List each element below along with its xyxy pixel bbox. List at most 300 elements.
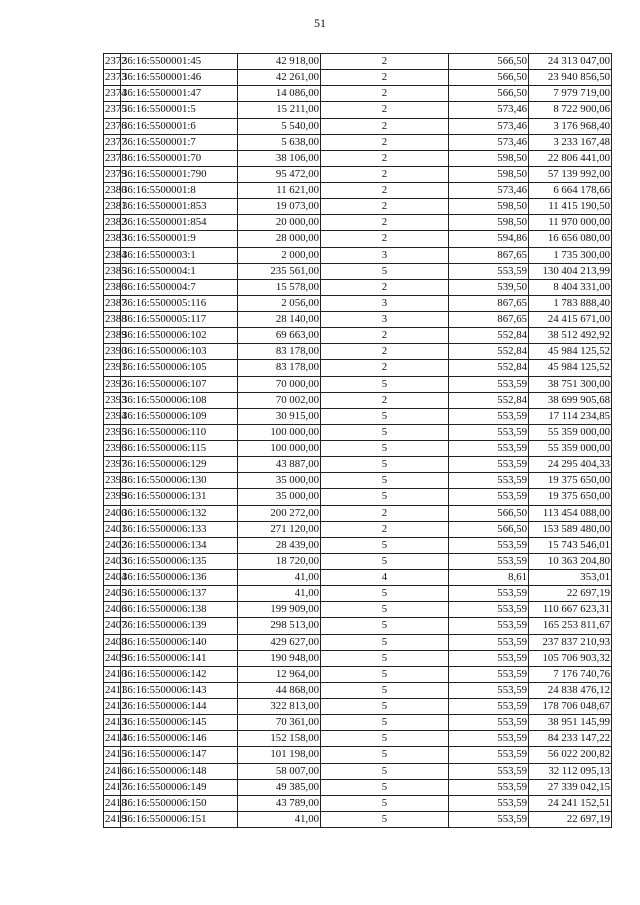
table-row	[104, 779, 612, 795]
cadastral-value-cell: 24 838 476,12	[529, 682, 612, 698]
area-cell: 2 056,00	[238, 295, 321, 311]
group-cell: 3	[321, 247, 449, 263]
area-cell: 43 887,00	[238, 457, 321, 473]
cadastral-value-cell: 165 253 811,67	[529, 618, 612, 634]
group-cell: 3	[321, 295, 449, 311]
row-number-cell: 2378	[104, 150, 121, 166]
group-cell: 4	[321, 570, 449, 586]
table-row	[104, 150, 612, 166]
area-cell: 35 000,00	[238, 489, 321, 505]
cadastral-number-cell: 36:16:5500006:110	[121, 424, 238, 440]
table-row	[104, 102, 612, 118]
cadastral-value-cell: 38 512 492,92	[529, 328, 612, 344]
group-cell: 5	[321, 473, 449, 489]
cadastral-value-cell: 38 751 300,00	[529, 376, 612, 392]
table-row	[104, 602, 612, 618]
table-row	[104, 183, 612, 199]
specific-value-cell: 8,61	[449, 570, 529, 586]
table-row	[104, 118, 612, 134]
table-row	[104, 166, 612, 182]
cadastral-value-cell: 7 979 719,00	[529, 86, 612, 102]
specific-value-cell: 553,59	[449, 424, 529, 440]
cadastral-value-cell: 153 589 480,00	[529, 521, 612, 537]
cadastral-value-cell: 237 837 210,93	[529, 634, 612, 650]
table-row	[104, 682, 612, 698]
area-cell: 199 909,00	[238, 602, 321, 618]
cadastral-number-cell: 36:16:5500006:130	[121, 473, 238, 489]
area-cell: 44 868,00	[238, 682, 321, 698]
cadastral-value-cell: 15 743 546,01	[529, 537, 612, 553]
cadastral-value-cell: 38 951 145,99	[529, 715, 612, 731]
cadastral-number-cell: 36:16:5500006:142	[121, 666, 238, 682]
row-number-cell: 2384	[104, 247, 121, 263]
specific-value-cell: 553,59	[449, 473, 529, 489]
row-number-cell: 2406	[104, 602, 121, 618]
row-number-cell: 2419	[104, 811, 121, 827]
cadastral-value-cell: 8 404 331,00	[529, 279, 612, 295]
area-cell: 5 638,00	[238, 134, 321, 150]
specific-value-cell: 553,59	[449, 408, 529, 424]
area-cell: 18 720,00	[238, 553, 321, 569]
cadastral-number-cell: 36:16:5500005:116	[121, 295, 238, 311]
cadastral-value-cell: 57 139 992,00	[529, 166, 612, 182]
cadastral-number-cell: 36:16:5500004:1	[121, 263, 238, 279]
group-cell: 5	[321, 424, 449, 440]
area-cell: 20 000,00	[238, 215, 321, 231]
row-number-cell: 2418	[104, 795, 121, 811]
cadastral-value-cell: 24 313 047,00	[529, 54, 612, 70]
specific-value-cell: 553,59	[449, 682, 529, 698]
cadastral-value-cell: 17 114 234,85	[529, 408, 612, 424]
cadastral-value-table	[103, 53, 612, 828]
cadastral-number-cell: 36:16:5500006:134	[121, 537, 238, 553]
group-cell: 2	[321, 505, 449, 521]
group-cell: 2	[321, 70, 449, 86]
table-row	[104, 295, 612, 311]
area-cell: 83 178,00	[238, 344, 321, 360]
table-row	[104, 699, 612, 715]
cadastral-value-cell: 105 706 903,32	[529, 650, 612, 666]
row-number-cell: 2394	[104, 408, 121, 424]
table-row	[104, 747, 612, 763]
group-cell: 2	[321, 279, 449, 295]
group-cell: 5	[321, 666, 449, 682]
area-cell: 100 000,00	[238, 441, 321, 457]
table-row	[104, 570, 612, 586]
specific-value-cell: 566,50	[449, 505, 529, 521]
area-cell: 28 000,00	[238, 231, 321, 247]
specific-value-cell: 539,50	[449, 279, 529, 295]
group-cell: 2	[321, 521, 449, 537]
cadastral-number-cell: 36:16:5500006:150	[121, 795, 238, 811]
cadastral-number-cell: 36:16:5500006:140	[121, 634, 238, 650]
group-cell: 2	[321, 392, 449, 408]
group-cell: 5	[321, 263, 449, 279]
area-cell: 70 002,00	[238, 392, 321, 408]
cadastral-number-cell: 36:16:5500006:103	[121, 344, 238, 360]
table-row	[104, 521, 612, 537]
specific-value-cell: 573,46	[449, 183, 529, 199]
cadastral-number-cell: 36:16:5500006:115	[121, 441, 238, 457]
specific-value-cell: 553,59	[449, 553, 529, 569]
row-number-cell: 2377	[104, 134, 121, 150]
area-cell: 49 385,00	[238, 779, 321, 795]
area-cell: 70 000,00	[238, 376, 321, 392]
specific-value-cell: 553,59	[449, 666, 529, 682]
row-number-cell: 2385	[104, 263, 121, 279]
row-number-cell: 2382	[104, 215, 121, 231]
area-cell: 41,00	[238, 811, 321, 827]
specific-value-cell: 598,50	[449, 166, 529, 182]
cadastral-number-cell: 36:16:5500001:70	[121, 150, 238, 166]
cadastral-value-cell: 113 454 088,00	[529, 505, 612, 521]
cadastral-value-cell: 11 415 190,50	[529, 199, 612, 215]
cadastral-number-cell: 36:16:5500006:132	[121, 505, 238, 521]
cadastral-number-cell: 36:16:5500006:102	[121, 328, 238, 344]
area-cell: 12 964,00	[238, 666, 321, 682]
group-cell: 2	[321, 54, 449, 70]
specific-value-cell: 553,59	[449, 747, 529, 763]
group-cell: 5	[321, 795, 449, 811]
specific-value-cell: 553,59	[449, 699, 529, 715]
row-number-cell: 2373	[104, 70, 121, 86]
cadastral-number-cell: 36:16:5500001:8	[121, 183, 238, 199]
cadastral-number-cell: 36:16:5500001:5	[121, 102, 238, 118]
table-row	[104, 360, 612, 376]
group-cell: 5	[321, 376, 449, 392]
area-cell: 30 915,00	[238, 408, 321, 424]
cadastral-value-cell: 55 359 000,00	[529, 424, 612, 440]
row-number-cell: 2395	[104, 424, 121, 440]
cadastral-number-cell: 36:16:5500005:117	[121, 312, 238, 328]
specific-value-cell: 598,50	[449, 215, 529, 231]
cadastral-value-cell: 45 984 125,52	[529, 344, 612, 360]
area-cell: 42 918,00	[238, 54, 321, 70]
specific-value-cell: 867,65	[449, 295, 529, 311]
group-cell: 2	[321, 86, 449, 102]
specific-value-cell: 566,50	[449, 521, 529, 537]
cadastral-number-cell: 36:16:5500006:148	[121, 763, 238, 779]
area-cell: 271 120,00	[238, 521, 321, 537]
cadastral-number-cell: 36:16:5500001:790	[121, 166, 238, 182]
row-number-cell: 2414	[104, 731, 121, 747]
group-cell: 5	[321, 779, 449, 795]
specific-value-cell: 867,65	[449, 247, 529, 263]
cadastral-number-cell: 36:16:5500003:1	[121, 247, 238, 263]
group-cell: 5	[321, 747, 449, 763]
specific-value-cell: 867,65	[449, 312, 529, 328]
group-cell: 5	[321, 731, 449, 747]
cadastral-number-cell: 36:16:5500001:853	[121, 199, 238, 215]
area-cell: 14 086,00	[238, 86, 321, 102]
cadastral-number-cell: 36:16:5500006:146	[121, 731, 238, 747]
cadastral-value-cell: 7 176 740,76	[529, 666, 612, 682]
group-cell: 5	[321, 602, 449, 618]
area-cell: 152 158,00	[238, 731, 321, 747]
area-cell: 83 178,00	[238, 360, 321, 376]
area-cell: 69 663,00	[238, 328, 321, 344]
cadastral-number-cell: 36:16:5500006:144	[121, 699, 238, 715]
table-row	[104, 441, 612, 457]
specific-value-cell: 553,59	[449, 779, 529, 795]
area-cell: 11 621,00	[238, 183, 321, 199]
cadastral-number-cell: 36:16:5500006:133	[121, 521, 238, 537]
specific-value-cell: 553,59	[449, 376, 529, 392]
group-cell: 3	[321, 312, 449, 328]
area-cell: 200 272,00	[238, 505, 321, 521]
area-cell: 95 472,00	[238, 166, 321, 182]
table-row	[104, 376, 612, 392]
area-cell: 41,00	[238, 570, 321, 586]
table-row	[104, 215, 612, 231]
group-cell: 5	[321, 489, 449, 505]
cadastral-value-cell: 10 363 204,80	[529, 553, 612, 569]
specific-value-cell: 553,59	[449, 811, 529, 827]
group-cell: 2	[321, 166, 449, 182]
area-cell: 35 000,00	[238, 473, 321, 489]
row-number-cell: 2387	[104, 295, 121, 311]
specific-value-cell: 573,46	[449, 118, 529, 134]
table-row	[104, 70, 612, 86]
area-cell: 38 106,00	[238, 150, 321, 166]
group-cell: 2	[321, 150, 449, 166]
table-body	[104, 54, 612, 828]
specific-value-cell: 553,59	[449, 441, 529, 457]
table-row	[104, 328, 612, 344]
cadastral-value-cell: 1 783 888,40	[529, 295, 612, 311]
cadastral-value-cell: 24 415 671,00	[529, 312, 612, 328]
group-cell: 5	[321, 699, 449, 715]
cadastral-number-cell: 36:16:5500006:109	[121, 408, 238, 424]
row-number-cell: 2392	[104, 376, 121, 392]
table-row	[104, 505, 612, 521]
cadastral-value-cell: 19 375 650,00	[529, 473, 612, 489]
cadastral-value-cell: 32 112 095,13	[529, 763, 612, 779]
specific-value-cell: 552,84	[449, 392, 529, 408]
table-row	[104, 457, 612, 473]
table-row	[104, 54, 612, 70]
area-cell: 429 627,00	[238, 634, 321, 650]
row-number-cell: 2401	[104, 521, 121, 537]
table-row	[104, 312, 612, 328]
specific-value-cell: 598,50	[449, 150, 529, 166]
row-number-cell: 2396	[104, 441, 121, 457]
group-cell: 5	[321, 586, 449, 602]
row-number-cell: 2375	[104, 102, 121, 118]
row-number-cell: 2403	[104, 553, 121, 569]
row-number-cell: 2413	[104, 715, 121, 731]
cadastral-value-cell: 3 233 167,48	[529, 134, 612, 150]
table-row	[104, 763, 612, 779]
row-number-cell: 2399	[104, 489, 121, 505]
group-cell: 5	[321, 715, 449, 731]
cadastral-number-cell: 36:16:5500006:129	[121, 457, 238, 473]
group-cell: 2	[321, 328, 449, 344]
area-cell: 42 261,00	[238, 70, 321, 86]
cadastral-number-cell: 36:16:5500006:145	[121, 715, 238, 731]
specific-value-cell: 594,86	[449, 231, 529, 247]
specific-value-cell: 553,59	[449, 457, 529, 473]
table-row	[104, 424, 612, 440]
row-number-cell: 2411	[104, 682, 121, 698]
table-row	[104, 731, 612, 747]
area-cell: 298 513,00	[238, 618, 321, 634]
specific-value-cell: 566,50	[449, 70, 529, 86]
group-cell: 5	[321, 811, 449, 827]
specific-value-cell: 566,50	[449, 54, 529, 70]
group-cell: 2	[321, 183, 449, 199]
cadastral-value-cell: 38 699 905,68	[529, 392, 612, 408]
row-number-cell: 2390	[104, 344, 121, 360]
cadastral-number-cell: 36:16:5500001:9	[121, 231, 238, 247]
group-cell: 2	[321, 215, 449, 231]
table-row	[104, 392, 612, 408]
row-number-cell: 2374	[104, 86, 121, 102]
specific-value-cell: 553,59	[449, 795, 529, 811]
specific-value-cell: 553,59	[449, 650, 529, 666]
row-number-cell: 2415	[104, 747, 121, 763]
row-number-cell: 2380	[104, 183, 121, 199]
table-row	[104, 279, 612, 295]
specific-value-cell: 573,46	[449, 134, 529, 150]
specific-value-cell: 553,59	[449, 489, 529, 505]
group-cell: 2	[321, 134, 449, 150]
row-number-cell: 2398	[104, 473, 121, 489]
row-number-cell: 2386	[104, 279, 121, 295]
specific-value-cell: 553,59	[449, 537, 529, 553]
cadastral-value-cell: 3 176 968,40	[529, 118, 612, 134]
cadastral-number-cell: 36:16:5500006:143	[121, 682, 238, 698]
cadastral-value-cell: 11 970 000,00	[529, 215, 612, 231]
cadastral-value-cell: 22 697,19	[529, 811, 612, 827]
cadastral-value-cell: 178 706 048,67	[529, 699, 612, 715]
specific-value-cell: 553,59	[449, 586, 529, 602]
cadastral-number-cell: 36:16:5500006:108	[121, 392, 238, 408]
table-row	[104, 263, 612, 279]
group-cell: 5	[321, 441, 449, 457]
group-cell: 2	[321, 102, 449, 118]
area-cell: 28 439,00	[238, 537, 321, 553]
specific-value-cell: 553,59	[449, 763, 529, 779]
row-number-cell: 2389	[104, 328, 121, 344]
area-cell: 2 000,00	[238, 247, 321, 263]
row-number-cell: 2409	[104, 650, 121, 666]
group-cell: 5	[321, 537, 449, 553]
row-number-cell: 2410	[104, 666, 121, 682]
row-number-cell: 2379	[104, 166, 121, 182]
cadastral-value-cell: 353,01	[529, 570, 612, 586]
cadastral-number-cell: 36:16:5500001:47	[121, 86, 238, 102]
table-row	[104, 344, 612, 360]
area-cell: 322 813,00	[238, 699, 321, 715]
cadastral-number-cell: 36:16:5500006:151	[121, 811, 238, 827]
row-number-cell: 2381	[104, 199, 121, 215]
cadastral-value-cell: 84 233 147,22	[529, 731, 612, 747]
cadastral-value-cell: 24 241 152,51	[529, 795, 612, 811]
specific-value-cell: 553,59	[449, 731, 529, 747]
row-number-cell: 2391	[104, 360, 121, 376]
group-cell: 5	[321, 634, 449, 650]
group-cell: 5	[321, 408, 449, 424]
area-cell: 58 007,00	[238, 763, 321, 779]
cadastral-number-cell: 36:16:5500004:7	[121, 279, 238, 295]
row-number-cell: 2404	[104, 570, 121, 586]
cadastral-value-cell: 110 667 623,31	[529, 602, 612, 618]
row-number-cell: 2417	[104, 779, 121, 795]
row-number-cell: 2372	[104, 54, 121, 70]
group-cell: 2	[321, 199, 449, 215]
cadastral-value-cell: 24 295 404,33	[529, 457, 612, 473]
table-row	[104, 795, 612, 811]
table-row	[104, 553, 612, 569]
row-number-cell: 2388	[104, 312, 121, 328]
cadastral-number-cell: 36:16:5500006:136	[121, 570, 238, 586]
group-cell: 5	[321, 682, 449, 698]
specific-value-cell: 552,84	[449, 360, 529, 376]
cadastral-value-cell: 130 404 213,99	[529, 263, 612, 279]
cadastral-number-cell: 36:16:5500006:139	[121, 618, 238, 634]
cadastral-number-cell: 36:16:5500001:46	[121, 70, 238, 86]
group-cell: 2	[321, 344, 449, 360]
group-cell: 2	[321, 231, 449, 247]
table-row	[104, 586, 612, 602]
row-number-cell: 2407	[104, 618, 121, 634]
row-number-cell: 2383	[104, 231, 121, 247]
group-cell: 2	[321, 360, 449, 376]
group-cell: 5	[321, 650, 449, 666]
cadastral-number-cell: 36:16:5500006:107	[121, 376, 238, 392]
specific-value-cell: 553,59	[449, 715, 529, 731]
cadastral-number-cell: 36:16:5500006:147	[121, 747, 238, 763]
area-cell: 190 948,00	[238, 650, 321, 666]
cadastral-number-cell: 36:16:5500001:854	[121, 215, 238, 231]
table-row	[104, 666, 612, 682]
specific-value-cell: 553,59	[449, 618, 529, 634]
cadastral-number-cell: 36:16:5500006:131	[121, 489, 238, 505]
table-row	[104, 537, 612, 553]
specific-value-cell: 553,59	[449, 263, 529, 279]
cadastral-number-cell: 36:16:5500006:149	[121, 779, 238, 795]
table-row	[104, 489, 612, 505]
cadastral-value-cell: 8 722 900,06	[529, 102, 612, 118]
table-row	[104, 199, 612, 215]
row-number-cell: 2412	[104, 699, 121, 715]
row-number-cell: 2408	[104, 634, 121, 650]
table-row	[104, 247, 612, 263]
area-cell: 5 540,00	[238, 118, 321, 134]
area-cell: 41,00	[238, 586, 321, 602]
specific-value-cell: 552,84	[449, 328, 529, 344]
specific-value-cell: 553,59	[449, 634, 529, 650]
row-number-cell: 2402	[104, 537, 121, 553]
group-cell: 5	[321, 457, 449, 473]
table-row	[104, 231, 612, 247]
table-row	[104, 134, 612, 150]
table-row	[104, 650, 612, 666]
row-number-cell: 2393	[104, 392, 121, 408]
cadastral-number-cell: 36:16:5500006:141	[121, 650, 238, 666]
cadastral-value-cell: 27 339 042,15	[529, 779, 612, 795]
cadastral-number-cell: 36:16:5500006:105	[121, 360, 238, 376]
area-cell: 70 361,00	[238, 715, 321, 731]
area-cell: 235 561,00	[238, 263, 321, 279]
cadastral-value-cell: 1 735 300,00	[529, 247, 612, 263]
row-number-cell: 2400	[104, 505, 121, 521]
cadastral-number-cell: 36:16:5500006:135	[121, 553, 238, 569]
area-cell: 28 140,00	[238, 312, 321, 328]
table-row	[104, 473, 612, 489]
group-cell: 5	[321, 618, 449, 634]
